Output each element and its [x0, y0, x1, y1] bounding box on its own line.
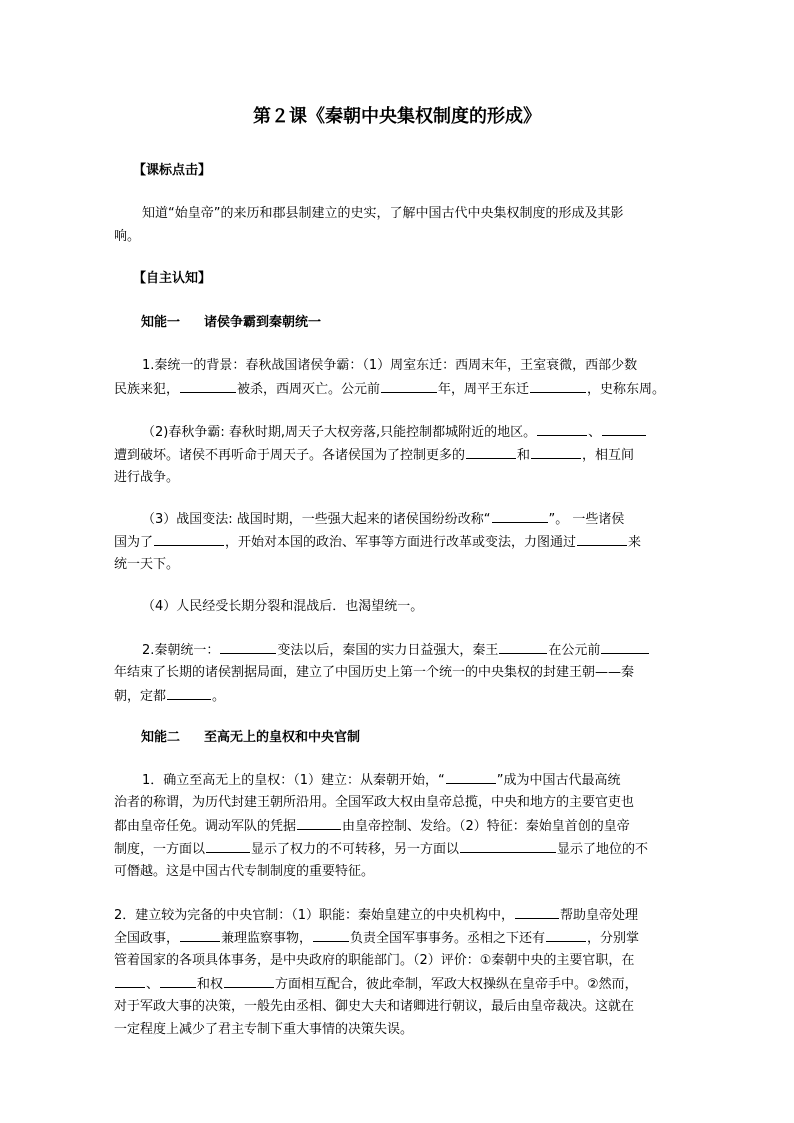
k2-p2-text-b: 帮助皇帝处理: [560, 908, 639, 923]
k2-p2-line4: [114, 973, 694, 996]
k2-p2-line2: [114, 927, 694, 950]
k1-p3-line3: 统一天下。: [114, 557, 180, 572]
k1-p3-line1: [114, 508, 722, 531]
k2-p1-line2: 治者的称谓，为历代封建王朝所沿用。全国军政大权由皇帝总揽，中央和地方的主要官吏也: [114, 795, 635, 810]
fill-blank[interactable]: [381, 378, 437, 393]
fill-blank[interactable]: [154, 531, 224, 546]
k2-p2-line3: 管着国家的各项具体事务，是中央政府的职能部门。（2）评价：①秦朝中央的主要官职，在: [114, 953, 635, 968]
fill-blank[interactable]: [297, 815, 341, 830]
standards-text-line1: 知道“始皇帝”的来历和郡县制建立的史实，了解中国古代中央集权制度的形成及其影: [142, 206, 624, 221]
k2-p2-text-i: 方面相互配合，彼此牵制，军政大权操纵在皇帝手中。②然而，: [275, 977, 638, 992]
k1-p2-text-d: 和: [517, 448, 531, 463]
k1-p5-line1: [114, 639, 722, 662]
fill-blank[interactable]: [530, 378, 586, 393]
k2-p1-text-b: ”成为中国古代最高统: [496, 773, 621, 788]
k1-p5-text-e: 。: [212, 689, 226, 704]
k2-p1-text-c: 都由皇帝任免。调动军队的凭据: [114, 819, 297, 834]
fill-blank[interactable]: [224, 973, 274, 988]
k2-p1-line3: [114, 815, 694, 838]
fill-blank[interactable]: [167, 685, 211, 700]
knowledge1-title: 诸侯争霸到秦朝统一: [204, 315, 322, 330]
k1-p3-text-e: 来: [628, 535, 642, 550]
k2-p1-text-f: 显示了权力的不可转移，另一方面以: [251, 842, 460, 857]
k2-p2-line5: 对于军政大事的决策，一般先由丞相、御史大夫和诸卿进行朝议，最后由皇帝裁决。这就在: [114, 999, 635, 1014]
k1-p1-text-a: 民族来犯，: [114, 382, 180, 397]
k2-p1-line5: 可僭越。这是中国古代专制制度的重要特征。: [114, 864, 375, 879]
fill-blank[interactable]: [313, 927, 349, 942]
knowledge2-heading: [141, 727, 721, 749]
k2-p1-text-e: 制度，一方面以: [114, 842, 206, 857]
k1-p1-line1: 1.秦统一的背景：春秋战国诸侯争霸：（1）周室东迁：西周末年，王室衰微，西部少数: [142, 358, 638, 373]
k2-p2-text-c: 全国政事，: [114, 931, 180, 946]
fill-blank[interactable]: [180, 927, 220, 942]
k1-p5-text-d: 朝，定都: [114, 689, 167, 704]
fill-blank[interactable]: [466, 444, 516, 459]
fill-blank[interactable]: [160, 973, 196, 988]
standards-heading: 【课标点击】: [133, 163, 212, 178]
k1-p4: （4）人民经受长期分裂和混战后．也渴望统一。: [142, 599, 424, 614]
knowledge1-label: 知能一: [141, 315, 181, 330]
fill-blank[interactable]: [115, 973, 145, 988]
standards-text-line2: 响。: [114, 229, 141, 244]
fill-blank[interactable]: [515, 904, 559, 919]
k1-p5-line2: 年结束了长期的诸侯割据局面，建立了中国历史上第一个统一的中央集权的封建王朝——秦: [114, 665, 635, 680]
k1-p1-text-d: ，史称东周。: [587, 382, 666, 397]
k1-p2-text-b: 、: [588, 425, 602, 440]
k1-p2-text-c: 遭到破坏。诸侯不再听命于周天子。各诸侯国为了控制更多的: [114, 448, 466, 463]
k1-p3-line2: [114, 531, 694, 554]
k1-p3-text-d: ，开始对本国的政治、军事等方面进行改革或变法，力图通过: [225, 535, 577, 550]
fill-blank[interactable]: [446, 769, 496, 784]
fill-blank[interactable]: [602, 421, 646, 436]
fill-blank[interactable]: [460, 838, 556, 853]
k1-p3-text-b: ”。 一些诸侯: [548, 512, 625, 527]
k2-p1-line4: [114, 838, 694, 861]
k1-p5-text-c: 在公元前: [548, 643, 601, 658]
k1-p1-text-c: 年，周平王东迁: [438, 382, 530, 397]
k2-p2-text-f: ，分别掌: [587, 931, 640, 946]
k1-p1-text-b: 被杀，西周灭亡。公元前: [237, 382, 381, 397]
k2-p2-text-g: 、: [146, 977, 160, 992]
fill-blank[interactable]: [577, 531, 627, 546]
k2-p2-text-e: 负责全国军事事务。丞相之下还有: [350, 931, 546, 946]
knowledge1-heading: [141, 312, 721, 334]
k2-p2-line6: 一定程度上减少了君主专制下重大事情的决策失误。: [114, 1022, 414, 1037]
knowledge2-label: 知能二: [141, 730, 181, 745]
fill-blank[interactable]: [180, 378, 236, 393]
k1-p2-line3: 进行战争。: [114, 470, 180, 485]
fill-blank[interactable]: [601, 639, 649, 654]
page-title: 第２课《秦朝中央集权制度的形成》: [253, 106, 541, 127]
k1-p3-text-c: 国为了: [114, 535, 154, 550]
fill-blank[interactable]: [206, 838, 250, 853]
k1-p2-line2: [114, 444, 694, 467]
k2-p2-text-h: 和权: [197, 977, 224, 992]
knowledge2-title: 至高无上的皇权和中央官制: [204, 730, 361, 745]
k2-p2-line1: [114, 904, 694, 927]
k1-p2-line1: [114, 421, 722, 444]
fill-blank[interactable]: [546, 927, 586, 942]
k2-p1-line1: [114, 769, 722, 792]
k1-p2-text-e: ，相互间: [582, 448, 635, 463]
k2-p1-text-d: 由皇帝控制、发给。（2）特征：秦始皇首创的皇帝: [342, 819, 630, 834]
k1-p5-line3: [114, 685, 694, 708]
k2-p2-text-d: 兼理监察事物，: [221, 931, 313, 946]
fill-blank[interactable]: [220, 639, 276, 654]
k1-p5-text-b: 变法以后，秦国的实力日益强大，秦王: [277, 643, 499, 658]
k1-p2-text-a: （2)春秋争霸: 春秋时期,周天子大权旁落,只能控制都城附近的地区。: [142, 425, 537, 440]
k2-p2-text-a: 2．建立较为完备的中央官制：（1）职能：秦始皇建立的中央机构中，: [114, 908, 515, 923]
k2-p1-text-a: 1．确立至高无上的皇权：（1）建立：从秦朝开始，“: [142, 773, 445, 788]
fill-blank[interactable]: [492, 508, 548, 523]
self-study-heading: 【自主认知】: [133, 271, 212, 286]
k1-p5-text-a: 2.秦朝统一：: [142, 643, 220, 658]
k1-p3-text-a: （3）战国变法: 战国时期，一些强大起来的诸侯国纷纷改称“: [142, 512, 491, 527]
fill-blank[interactable]: [531, 444, 581, 459]
fill-blank[interactable]: [499, 639, 547, 654]
k1-p1-line2: [114, 378, 694, 401]
k2-p1-text-g: 显示了地位的不: [557, 842, 649, 857]
fill-blank[interactable]: [537, 421, 587, 436]
